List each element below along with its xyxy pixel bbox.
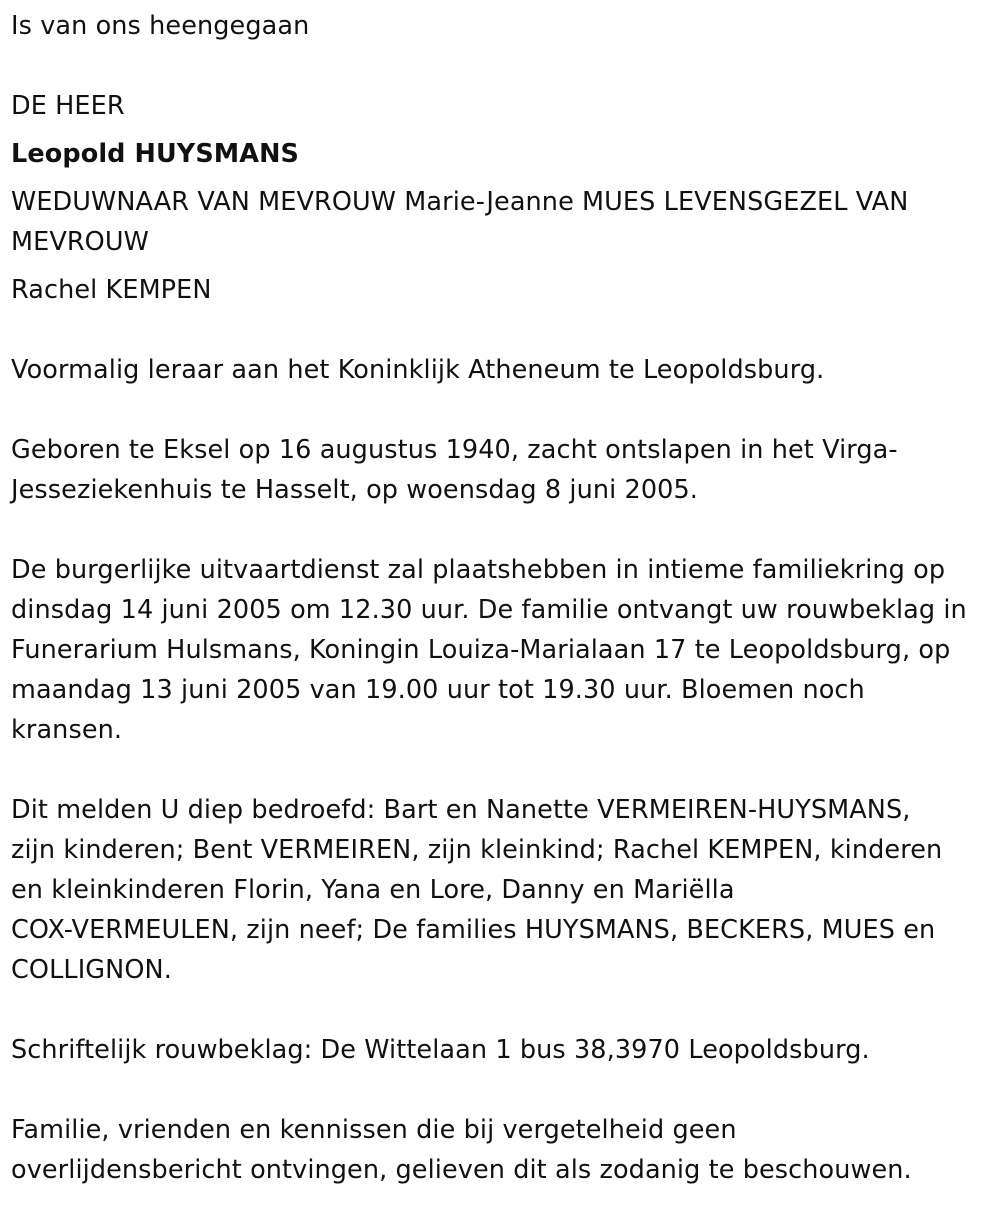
paragraph-line: Funerarium Hulsmans, Koningin Louiza-Marialaan 17 te Leopoldsburg, op — [11, 635, 951, 665]
funeral-paragraph — [11, 550, 996, 750]
paragraph-line: Familie, vrienden en kennissen die bij vergetelheid geen — [11, 1115, 737, 1145]
closing-paragraph — [11, 1110, 996, 1190]
paragraph-line: De burgerlijke uitvaartdienst zal plaatshebben in intieme familiekring op — [11, 555, 946, 585]
paragraph-line: COLLIGNON. — [11, 955, 172, 985]
paragraph-line: Dit melden U diep bedroefd: Bart en Nanette VERMEIREN-HUYSMANS, — [11, 795, 911, 825]
birth-death-paragraph — [11, 430, 996, 510]
paragraph-line: en kleinkinderen Florin, Yana en Lore, Danny en Mariëlla — [11, 875, 735, 905]
family-paragraph — [11, 790, 996, 990]
paragraph-line: zijn kinderen; Bent VERMEIREN, zijn kleinkind; Rachel KEMPEN, kinderen — [11, 835, 943, 865]
address-text: Schriftelijk rouwbeklag: De Wittelaan 1 bus 38,3970 Leopoldsburg. — [11, 1035, 870, 1065]
paragraph-line: kransen. — [11, 715, 123, 745]
deceased-name: Leopold HUYSMANS — [11, 139, 300, 169]
paragraph-line: Jesseziekenhuis te Hasselt, op woensdag 8 juni 2005. — [11, 475, 699, 505]
paragraph-line: Geboren te Eksel op 16 augustus 1940, zacht ontslapen in het Virga- — [11, 435, 898, 465]
paragraph-line: overlijdensbericht ontvingen, gelieven dit als zodanig te beschouwen. — [11, 1155, 912, 1185]
intro-text: Is van ons heengegaan — [11, 11, 310, 41]
paragraph-line: maandag 13 juni 2005 van 19.00 uur tot 19.30 uur. Bloemen noch — [11, 675, 865, 705]
honorific: DE HEER — [11, 91, 125, 121]
paragraph-line: COX-VERMEULEN, zijn neef; De families HUYSMANS, BECKERS, MUES en — [11, 915, 936, 945]
obituary-notice — [11, 0, 996, 1190]
paragraph-line: dinsdag 14 juni 2005 om 12.30 uur. De familie ontvangt uw rouwbeklag in — [11, 595, 967, 625]
partner-name: Rachel KEMPEN — [11, 275, 212, 305]
relation-line-1: WEDUWNAAR VAN MEVROUW Marie-Jeanne MUES LEVENSGEZEL VAN — [11, 187, 909, 217]
occupation-text: Voormalig leraar aan het Koninklijk Atheneum te Leopoldsburg. — [11, 355, 825, 385]
relation-line-2: MEVROUW — [11, 227, 149, 257]
